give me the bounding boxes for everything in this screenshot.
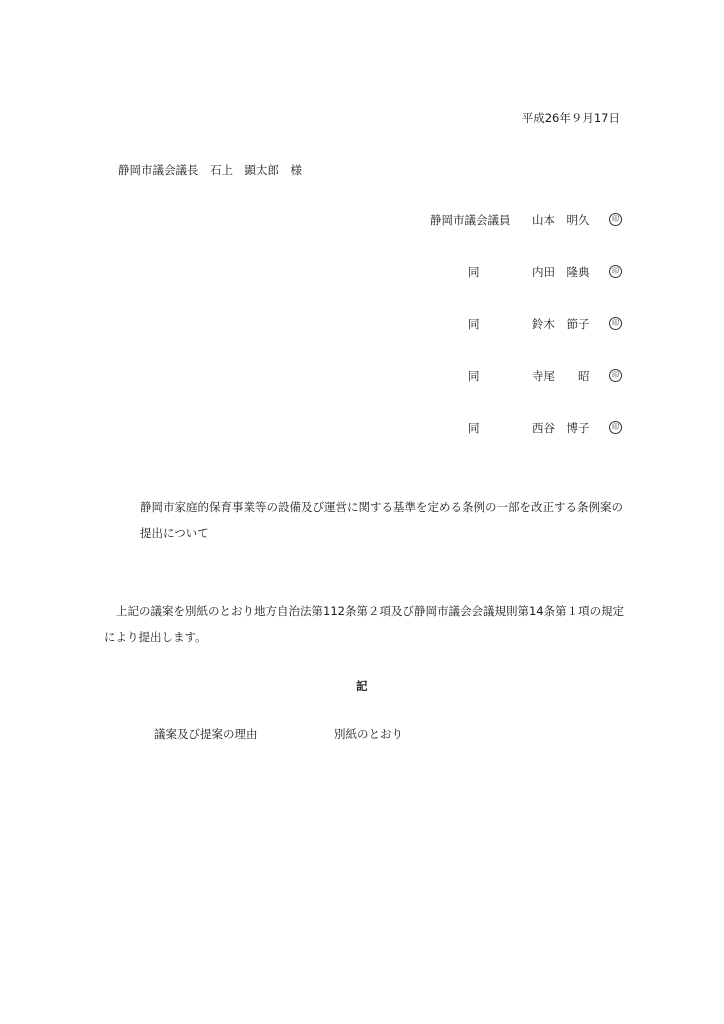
- seal-mark: 印: [609, 421, 622, 434]
- body-paragraph: [104, 598, 628, 650]
- signer-title: 同: [468, 317, 480, 331]
- signer-name: 鈴木 節子: [532, 317, 590, 331]
- seal-mark: 印: [609, 317, 622, 330]
- item-value: 別紙のとおり: [334, 727, 403, 741]
- addressee: 静岡市議会議長 石上 顕太郎 様: [118, 163, 302, 177]
- signer-title: 静岡市議会議員: [430, 213, 511, 227]
- seal-mark: 印: [609, 265, 622, 278]
- document-date: 平成26年９月17日: [521, 111, 620, 125]
- signer-name: 山本 明久: [532, 213, 590, 227]
- seal-mark: 印: [609, 213, 622, 226]
- ki-heading: 記: [356, 679, 368, 693]
- seal-mark: 印: [609, 369, 622, 382]
- signer-title: 同: [468, 369, 480, 383]
- signer-title: 同: [468, 421, 480, 435]
- signer-name: 寺尾 昭: [532, 369, 590, 383]
- item-label: 議案及び提案の理由: [154, 727, 258, 741]
- body-text: 上記の議案を別紙のとおり地方自治法第112条第２項及び静岡市議会会議規則第14条第１項の規定により提出します。: [104, 604, 625, 644]
- signer-title: 同: [468, 265, 480, 279]
- signer-name: 内田 隆典: [532, 265, 590, 279]
- signer-name: 西谷 博子: [532, 421, 590, 435]
- subject-title: 静岡市家庭的保育事業等の設備及び運営に関する基準を定める条例の一部を改正する条例案の提出について: [140, 500, 623, 540]
